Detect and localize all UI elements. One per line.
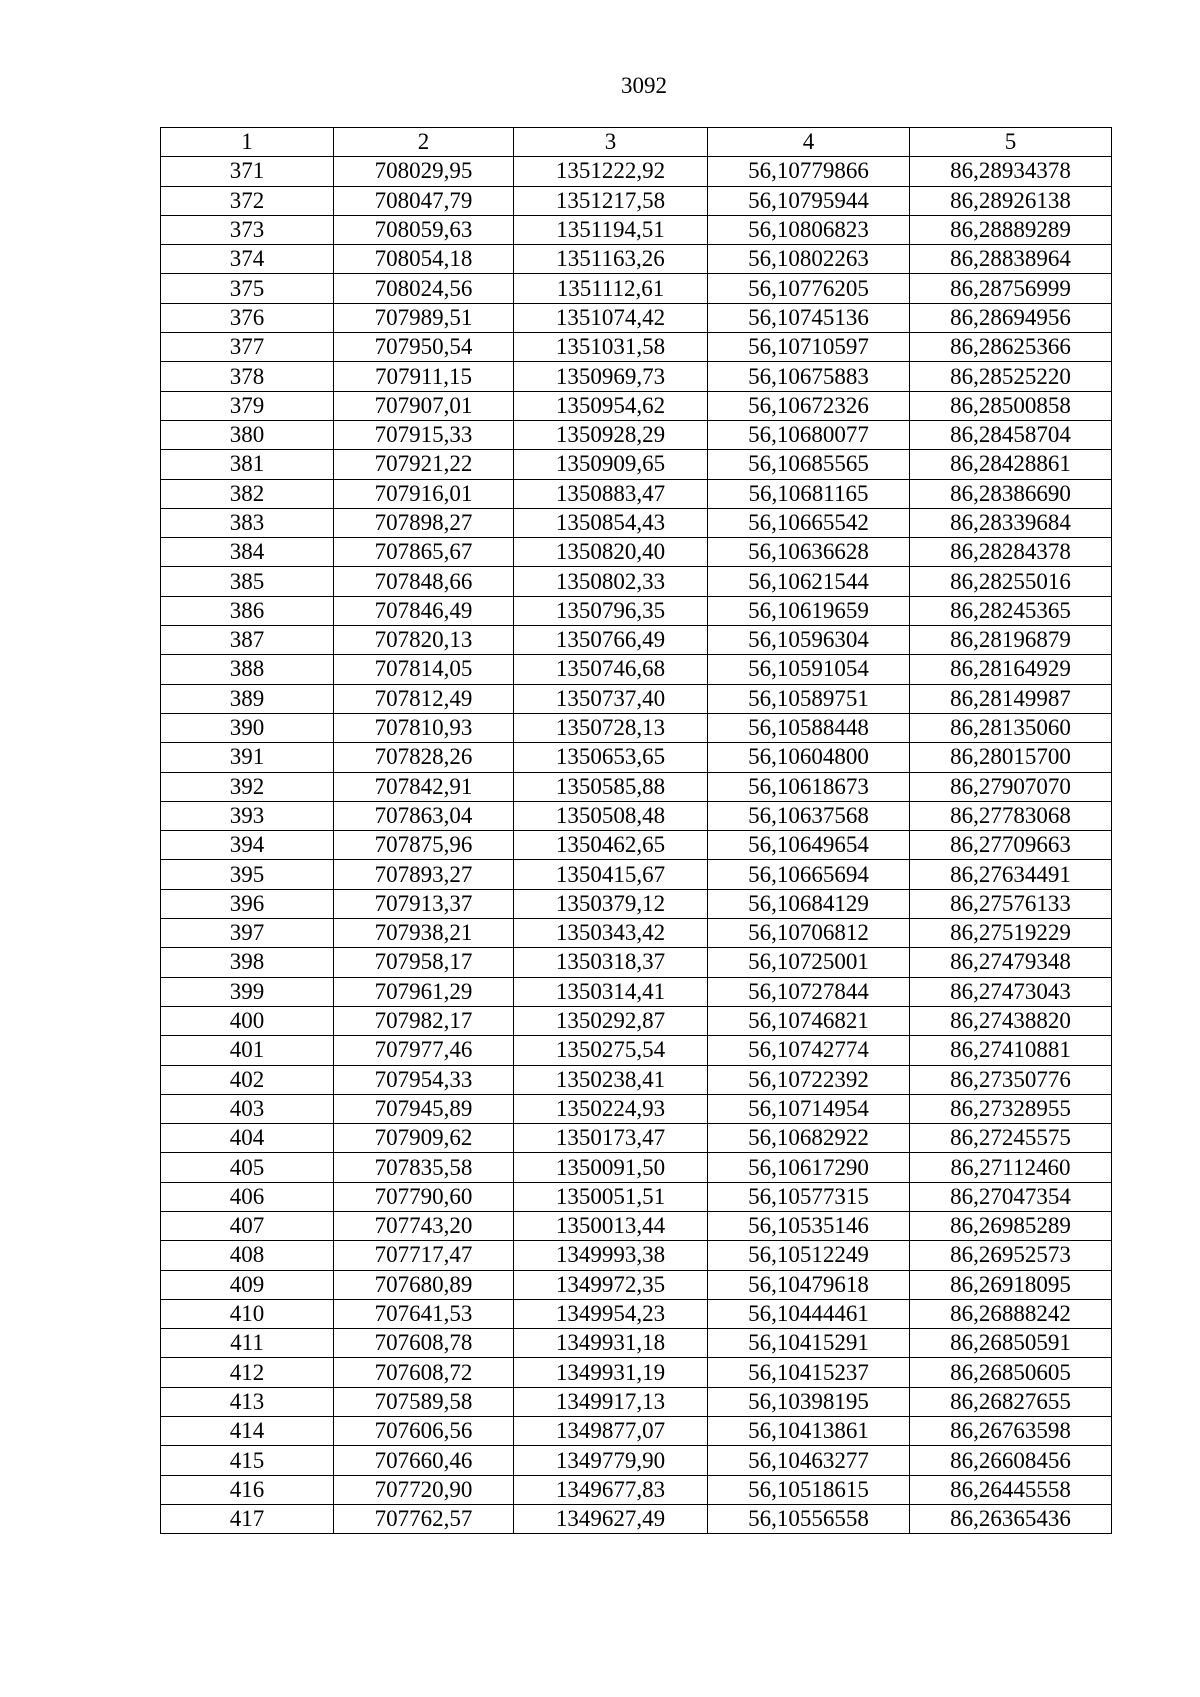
x-coordinate-cell: 707717,47 [334,1241,514,1270]
x-coordinate-cell: 707814,05 [334,655,514,684]
x-coordinate-cell: 707898,27 [334,508,514,537]
y-coordinate-cell: 1350314,41 [514,977,708,1006]
header-row [161,128,1112,157]
x-coordinate-cell: 707961,29 [334,977,514,1006]
table-row [161,713,1112,742]
y-coordinate-cell: 1351112,61 [514,274,708,303]
table-row [161,1124,1112,1153]
table-row [161,801,1112,830]
table-row [161,626,1112,655]
x-coordinate-cell: 707828,26 [334,743,514,772]
table-row [161,831,1112,860]
table-row [161,245,1112,274]
table-row [161,889,1112,918]
y-coordinate-cell: 1350796,35 [514,596,708,625]
y-coordinate-cell: 1350173,47 [514,1124,708,1153]
latitude-cell: 56,10577315 [708,1182,910,1211]
y-coordinate-cell: 1350802,33 [514,567,708,596]
point-number-cell: 397 [161,919,334,948]
latitude-cell: 56,10637568 [708,801,910,830]
point-number-cell: 413 [161,1387,334,1416]
point-number-cell: 378 [161,362,334,391]
point-number-cell: 412 [161,1358,334,1387]
y-coordinate-cell: 1350820,40 [514,538,708,567]
point-number-cell: 401 [161,1036,334,1065]
point-number-cell: 392 [161,772,334,801]
latitude-cell: 56,10725001 [708,948,910,977]
table-row [161,479,1112,508]
y-coordinate-cell: 1349954,23 [514,1299,708,1328]
y-coordinate-cell: 1350013,44 [514,1211,708,1240]
y-coordinate-cell: 1349931,18 [514,1329,708,1358]
longitude-cell: 86,26365436 [910,1504,1112,1533]
point-number-cell: 389 [161,684,334,713]
x-coordinate-cell: 707810,93 [334,713,514,742]
coordinates-table [160,127,1112,1534]
longitude-cell: 86,28164929 [910,655,1112,684]
table-row [161,684,1112,713]
table-row [161,538,1112,567]
x-coordinate-cell: 707606,56 [334,1417,514,1446]
longitude-cell: 86,27350776 [910,1065,1112,1094]
x-coordinate-cell: 707641,53 [334,1299,514,1328]
longitude-cell: 86,26763598 [910,1417,1112,1446]
table-row [161,420,1112,449]
table-row [161,743,1112,772]
latitude-cell: 56,10588448 [708,713,910,742]
x-coordinate-cell: 707835,58 [334,1153,514,1182]
table-row [161,772,1112,801]
point-number-cell: 396 [161,889,334,918]
table-row [161,333,1112,362]
x-coordinate-cell: 707989,51 [334,303,514,332]
longitude-cell: 86,26918095 [910,1270,1112,1299]
page-number: 3092 [621,73,667,98]
table-row [161,1094,1112,1123]
point-number-cell: 406 [161,1182,334,1211]
longitude-cell: 86,28149987 [910,684,1112,713]
column-header: 3 [514,128,708,157]
table-row [161,860,1112,889]
table-row [161,1358,1112,1387]
x-coordinate-cell: 707945,89 [334,1094,514,1123]
latitude-cell: 56,10675883 [708,362,910,391]
latitude-cell: 56,10444461 [708,1299,910,1328]
table-row [161,186,1112,215]
point-number-cell: 380 [161,420,334,449]
point-number-cell: 390 [161,713,334,742]
table-row [161,1241,1112,1270]
longitude-cell: 86,28428861 [910,450,1112,479]
y-coordinate-cell: 1350091,50 [514,1153,708,1182]
x-coordinate-cell: 707950,54 [334,333,514,362]
table-row [161,1036,1112,1065]
point-number-cell: 410 [161,1299,334,1328]
latitude-cell: 56,10722392 [708,1065,910,1094]
point-number-cell: 374 [161,245,334,274]
x-coordinate-cell: 707842,91 [334,772,514,801]
longitude-cell: 86,28255016 [910,567,1112,596]
longitude-cell: 86,28934378 [910,157,1112,186]
longitude-cell: 86,28926138 [910,186,1112,215]
point-number-cell: 414 [161,1417,334,1446]
latitude-cell: 56,10398195 [708,1387,910,1416]
longitude-cell: 86,28756999 [910,274,1112,303]
point-number-cell: 384 [161,538,334,567]
table-row [161,274,1112,303]
x-coordinate-cell: 707921,22 [334,450,514,479]
table-row [161,596,1112,625]
point-number-cell: 415 [161,1446,334,1475]
longitude-cell: 86,28694956 [910,303,1112,332]
table-row [161,1329,1112,1358]
longitude-cell: 86,27519229 [910,919,1112,948]
point-number-cell: 381 [161,450,334,479]
latitude-cell: 56,10745136 [708,303,910,332]
point-number-cell: 372 [161,186,334,215]
table-row [161,655,1112,684]
table-body [161,128,1112,1534]
x-coordinate-cell: 707907,01 [334,391,514,420]
x-coordinate-cell: 707893,27 [334,860,514,889]
point-number-cell: 416 [161,1475,334,1504]
longitude-cell: 86,28386690 [910,479,1112,508]
y-coordinate-cell: 1350737,40 [514,684,708,713]
longitude-cell: 86,28625366 [910,333,1112,362]
table-row [161,303,1112,332]
x-coordinate-cell: 707820,13 [334,626,514,655]
longitude-cell: 86,27473043 [910,977,1112,1006]
latitude-cell: 56,10681165 [708,479,910,508]
y-coordinate-cell: 1350275,54 [514,1036,708,1065]
point-number-cell: 377 [161,333,334,362]
point-number-cell: 383 [161,508,334,537]
table-row [161,567,1112,596]
y-coordinate-cell: 1350954,62 [514,391,708,420]
x-coordinate-cell: 707958,17 [334,948,514,977]
longitude-cell: 86,28284378 [910,538,1112,567]
table-row [161,362,1112,391]
x-coordinate-cell: 707743,20 [334,1211,514,1240]
latitude-cell: 56,10727844 [708,977,910,1006]
point-number-cell: 382 [161,479,334,508]
table-row [161,450,1112,479]
y-coordinate-cell: 1349677,83 [514,1475,708,1504]
x-coordinate-cell: 707911,15 [334,362,514,391]
latitude-cell: 56,10589751 [708,684,910,713]
table-row [161,1446,1112,1475]
x-coordinate-cell: 708054,18 [334,245,514,274]
point-number-cell: 408 [161,1241,334,1270]
y-coordinate-cell: 1350969,73 [514,362,708,391]
column-header: 2 [334,128,514,157]
y-coordinate-cell: 1349779,90 [514,1446,708,1475]
point-number-cell: 405 [161,1153,334,1182]
latitude-cell: 56,10806823 [708,215,910,244]
x-coordinate-cell: 707608,72 [334,1358,514,1387]
y-coordinate-cell: 1350653,65 [514,743,708,772]
longitude-cell: 86,27410881 [910,1036,1112,1065]
y-coordinate-cell: 1350415,67 [514,860,708,889]
point-number-cell: 379 [161,391,334,420]
table-row [161,1387,1112,1416]
longitude-cell: 86,28838964 [910,245,1112,274]
latitude-cell: 56,10618673 [708,772,910,801]
table-row [161,1006,1112,1035]
point-number-cell: 373 [161,215,334,244]
longitude-cell: 86,27438820 [910,1006,1112,1035]
x-coordinate-cell: 708024,56 [334,274,514,303]
latitude-cell: 56,10682922 [708,1124,910,1153]
x-coordinate-cell: 707938,21 [334,919,514,948]
x-coordinate-cell: 707848,66 [334,567,514,596]
longitude-cell: 86,28525220 [910,362,1112,391]
y-coordinate-cell: 1351031,58 [514,333,708,362]
latitude-cell: 56,10604800 [708,743,910,772]
table-row [161,1417,1112,1446]
latitude-cell: 56,10714954 [708,1094,910,1123]
x-coordinate-cell: 707977,46 [334,1036,514,1065]
longitude-cell: 86,28500858 [910,391,1112,420]
y-coordinate-cell: 1350728,13 [514,713,708,742]
point-number-cell: 402 [161,1065,334,1094]
longitude-cell: 86,28196879 [910,626,1112,655]
longitude-cell: 86,27047354 [910,1182,1112,1211]
latitude-cell: 56,10649654 [708,831,910,860]
latitude-cell: 56,10706812 [708,919,910,948]
y-coordinate-cell: 1349931,19 [514,1358,708,1387]
y-coordinate-cell: 1350224,93 [514,1094,708,1123]
longitude-cell: 86,27245575 [910,1124,1112,1153]
y-coordinate-cell: 1350343,42 [514,919,708,948]
column-header: 4 [708,128,910,157]
point-number-cell: 395 [161,860,334,889]
column-header: 1 [161,128,334,157]
latitude-cell: 56,10795944 [708,186,910,215]
x-coordinate-cell: 707608,78 [334,1329,514,1358]
y-coordinate-cell: 1350462,65 [514,831,708,860]
latitude-cell: 56,10518615 [708,1475,910,1504]
table-row [161,948,1112,977]
x-coordinate-cell: 707790,60 [334,1182,514,1211]
x-coordinate-cell: 707846,49 [334,596,514,625]
latitude-cell: 56,10619659 [708,596,910,625]
table-row [161,1299,1112,1328]
x-coordinate-cell: 707913,37 [334,889,514,918]
y-coordinate-cell: 1350854,43 [514,508,708,537]
y-coordinate-cell: 1350292,87 [514,1006,708,1035]
longitude-cell: 86,27907070 [910,772,1112,801]
point-number-cell: 388 [161,655,334,684]
latitude-cell: 56,10596304 [708,626,910,655]
point-number-cell: 399 [161,977,334,1006]
table-row [161,919,1112,948]
point-number-cell: 371 [161,157,334,186]
y-coordinate-cell: 1349917,13 [514,1387,708,1416]
x-coordinate-cell: 707589,58 [334,1387,514,1416]
y-coordinate-cell: 1351222,92 [514,157,708,186]
longitude-cell: 86,28135060 [910,713,1112,742]
table-row [161,1270,1112,1299]
longitude-cell: 86,28339684 [910,508,1112,537]
y-coordinate-cell: 1351217,58 [514,186,708,215]
latitude-cell: 56,10617290 [708,1153,910,1182]
latitude-cell: 56,10591054 [708,655,910,684]
y-coordinate-cell: 1350746,68 [514,655,708,684]
table-row [161,391,1112,420]
y-coordinate-cell: 1350585,88 [514,772,708,801]
latitude-cell: 56,10710597 [708,333,910,362]
y-coordinate-cell: 1350508,48 [514,801,708,830]
point-number-cell: 376 [161,303,334,332]
longitude-cell: 86,28245365 [910,596,1112,625]
y-coordinate-cell: 1349877,07 [514,1417,708,1446]
point-number-cell: 417 [161,1504,334,1533]
longitude-cell: 86,27634491 [910,860,1112,889]
x-coordinate-cell: 707812,49 [334,684,514,713]
x-coordinate-cell: 707680,89 [334,1270,514,1299]
y-coordinate-cell: 1351163,26 [514,245,708,274]
longitude-cell: 86,26827655 [910,1387,1112,1416]
table-row [161,1065,1112,1094]
y-coordinate-cell: 1350883,47 [514,479,708,508]
table-row [161,508,1112,537]
longitude-cell: 86,26850591 [910,1329,1112,1358]
longitude-cell: 86,26445558 [910,1475,1112,1504]
point-number-cell: 400 [161,1006,334,1035]
longitude-cell: 86,27112460 [910,1153,1112,1182]
y-coordinate-cell: 1351074,42 [514,303,708,332]
latitude-cell: 56,10776205 [708,274,910,303]
point-number-cell: 398 [161,948,334,977]
point-number-cell: 403 [161,1094,334,1123]
latitude-cell: 56,10672326 [708,391,910,420]
y-coordinate-cell: 1349972,35 [514,1270,708,1299]
latitude-cell: 56,10463277 [708,1446,910,1475]
table-row [161,1211,1112,1240]
longitude-cell: 86,27709663 [910,831,1112,860]
latitude-cell: 56,10413861 [708,1417,910,1446]
x-coordinate-cell: 707954,33 [334,1065,514,1094]
point-number-cell: 394 [161,831,334,860]
table-row [161,1475,1112,1504]
latitude-cell: 56,10665542 [708,508,910,537]
x-coordinate-cell: 707863,04 [334,801,514,830]
point-number-cell: 386 [161,596,334,625]
longitude-cell: 86,26608456 [910,1446,1112,1475]
table-row [161,1504,1112,1533]
x-coordinate-cell: 707660,46 [334,1446,514,1475]
table-row [161,977,1112,1006]
latitude-cell: 56,10746821 [708,1006,910,1035]
x-coordinate-cell: 707865,67 [334,538,514,567]
x-coordinate-cell: 707762,57 [334,1504,514,1533]
latitude-cell: 56,10479618 [708,1270,910,1299]
table-row [161,1153,1112,1182]
y-coordinate-cell: 1349627,49 [514,1504,708,1533]
x-coordinate-cell: 708047,79 [334,186,514,215]
point-number-cell: 385 [161,567,334,596]
point-number-cell: 407 [161,1211,334,1240]
longitude-cell: 86,27783068 [910,801,1112,830]
latitude-cell: 56,10535146 [708,1211,910,1240]
latitude-cell: 56,10415237 [708,1358,910,1387]
y-coordinate-cell: 1350318,37 [514,948,708,977]
y-coordinate-cell: 1349993,38 [514,1241,708,1270]
longitude-cell: 86,26985289 [910,1211,1112,1240]
x-coordinate-cell: 707915,33 [334,420,514,449]
table-row [161,215,1112,244]
longitude-cell: 86,26888242 [910,1299,1112,1328]
x-coordinate-cell: 707720,90 [334,1475,514,1504]
point-number-cell: 404 [161,1124,334,1153]
table-row [161,157,1112,186]
latitude-cell: 56,10556558 [708,1504,910,1533]
point-number-cell: 387 [161,626,334,655]
y-coordinate-cell: 1350909,65 [514,450,708,479]
latitude-cell: 56,10512249 [708,1241,910,1270]
point-number-cell: 409 [161,1270,334,1299]
y-coordinate-cell: 1350379,12 [514,889,708,918]
x-coordinate-cell: 707916,01 [334,479,514,508]
longitude-cell: 86,28015700 [910,743,1112,772]
x-coordinate-cell: 707982,17 [334,1006,514,1035]
longitude-cell: 86,27576133 [910,889,1112,918]
y-coordinate-cell: 1350766,49 [514,626,708,655]
latitude-cell: 56,10680077 [708,420,910,449]
x-coordinate-cell: 708029,95 [334,157,514,186]
x-coordinate-cell: 707909,62 [334,1124,514,1153]
latitude-cell: 56,10636628 [708,538,910,567]
latitude-cell: 56,10742774 [708,1036,910,1065]
longitude-cell: 86,28889289 [910,215,1112,244]
latitude-cell: 56,10685565 [708,450,910,479]
y-coordinate-cell: 1350928,29 [514,420,708,449]
y-coordinate-cell: 1350238,41 [514,1065,708,1094]
table-row [161,1182,1112,1211]
longitude-cell: 86,26952573 [910,1241,1112,1270]
column-header: 5 [910,128,1112,157]
point-number-cell: 375 [161,274,334,303]
point-number-cell: 391 [161,743,334,772]
longitude-cell: 86,27328955 [910,1094,1112,1123]
y-coordinate-cell: 1350051,51 [514,1182,708,1211]
longitude-cell: 86,27479348 [910,948,1112,977]
latitude-cell: 56,10665694 [708,860,910,889]
latitude-cell: 56,10621544 [708,567,910,596]
latitude-cell: 56,10415291 [708,1329,910,1358]
x-coordinate-cell: 708059,63 [334,215,514,244]
point-number-cell: 393 [161,801,334,830]
x-coordinate-cell: 707875,96 [334,831,514,860]
y-coordinate-cell: 1351194,51 [514,215,708,244]
latitude-cell: 56,10779866 [708,157,910,186]
longitude-cell: 86,26850605 [910,1358,1112,1387]
latitude-cell: 56,10684129 [708,889,910,918]
longitude-cell: 86,28458704 [910,420,1112,449]
latitude-cell: 56,10802263 [708,245,910,274]
point-number-cell: 411 [161,1329,334,1358]
